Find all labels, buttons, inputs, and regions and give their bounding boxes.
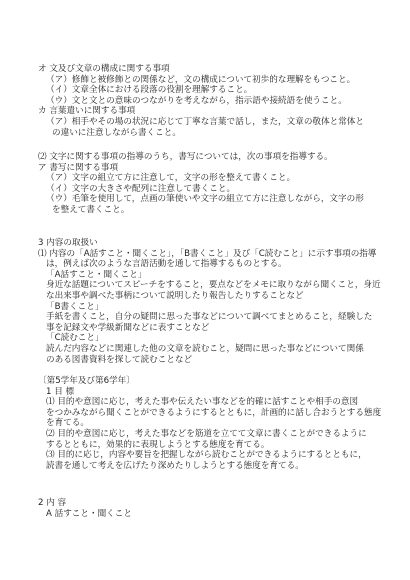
activity-heading: 「C読むこと」 [46, 333, 104, 344]
paragraph-continuation: は，例えば次のような言語活動を通して指導するものとする。 [46, 259, 287, 270]
paragraph: ⑵ 文字に関する事項の指導のうち，書写については，次の事項を指導する。 [38, 152, 333, 162]
list-item: （ウ）毛筆を使用して，点画の筆使いや文字の組立て方に注意しながら，文字の形 [46, 194, 364, 205]
section-heading: 1 目 標 [46, 386, 75, 397]
paragraph-continuation: 事を記録文や学級新聞などに表すことなど [46, 322, 210, 333]
paragraph-continuation: な出来事や調べた事柄について説明したり報告したりすることなど [46, 290, 304, 301]
section-content-handling [38, 238, 381, 365]
objective-item: ⑶ 目的に応じ，内容や要旨を把握しながら読むことができるようにするとともに， [46, 450, 367, 461]
objective-continuation: 読書を通して考えを広げたり深めたりしようとする態度を育てる。 [46, 460, 304, 471]
objective-item: ⑴ 目的や意図に応じ，考えた事や伝えたい事などを的確に話すことや相手の意図 [46, 397, 359, 408]
subsection-heading: ア 書写に関する事項 [38, 162, 119, 173]
grade-heading: 〔第5学年及び第6学年〕 [38, 376, 135, 386]
paragraph: 身近な話題についてスピーチをすること，要点などをメモに取りながら聞くこと，身近 [46, 280, 381, 291]
section-sentence-structure [38, 64, 378, 138]
section-heading: 3 内容の取扱い [38, 238, 98, 248]
subsection-heading: オ 文及び文章の構成に関する事項 [38, 64, 170, 74]
section-contents [38, 498, 378, 519]
list-item: （ア）文字の組立て方に注意して，文字の形を整えて書くこと。 [46, 173, 296, 184]
list-item-continuation: を整えて書くこと。 [52, 204, 130, 215]
list-item-continuation: の違いに注意しながら書くこと。 [52, 127, 181, 138]
list-item: （ウ）文と文との意味のつながりを考えながら，指示語や接続語を使うこと。 [46, 95, 347, 106]
subsection-heading: カ 言葉遣いに関する事項 [38, 106, 136, 117]
list-item: （イ）文章全体における段落の役割を理解すること。 [46, 85, 253, 96]
list-item: （イ）文字の大きさや配列に注意して書くこと。 [46, 183, 236, 194]
activity-heading: 「A話すこと・聞くこと」 [46, 269, 147, 280]
paragraph-continuation: のある図書資料を探して読むことなど [46, 354, 193, 365]
objective-continuation: を育てる。 [46, 418, 89, 429]
section-heading: 2 内 容 [38, 498, 67, 508]
activity-heading: 「B書くこと」 [46, 301, 104, 312]
paragraph: 読んだ内容などに関連した他の文章を読むこと，疑問に思った事などについて関係 [46, 343, 364, 354]
subsection-heading: A 話すこと・聞くこと [46, 508, 132, 519]
paragraph: 手紙を書くこと，自分の疑問に思った事などについて調べてまとめること，経験した [46, 312, 373, 323]
objective-continuation: するとともに，効果的に表現しようとする態度を育てる。 [46, 439, 270, 450]
objective-item: ⑵ 目的や意図に応じ，考えた事などを筋道を立てて文章に書くことができるように [46, 428, 367, 439]
list-item: （ア）相手やその場の状況に応じて丁寧な言葉で話し，また，文章の敬体と常体と [46, 116, 364, 127]
list-item: （ア）修飾と被修飾との関係など，文の構成について初歩的な理解をもつこと。 [46, 74, 356, 85]
objective-continuation: をつかみながら聞くことができるようにするとともに，計画的に話し合おうとする態度 [46, 407, 382, 418]
paragraph: ⑴ 内容の「A話すこと・聞くこと」，「B書くこと」及び「C読むこと」に示す事項の指導 [38, 248, 377, 259]
section-grade5-6-objectives [38, 376, 382, 471]
section-calligraphy [38, 152, 378, 216]
